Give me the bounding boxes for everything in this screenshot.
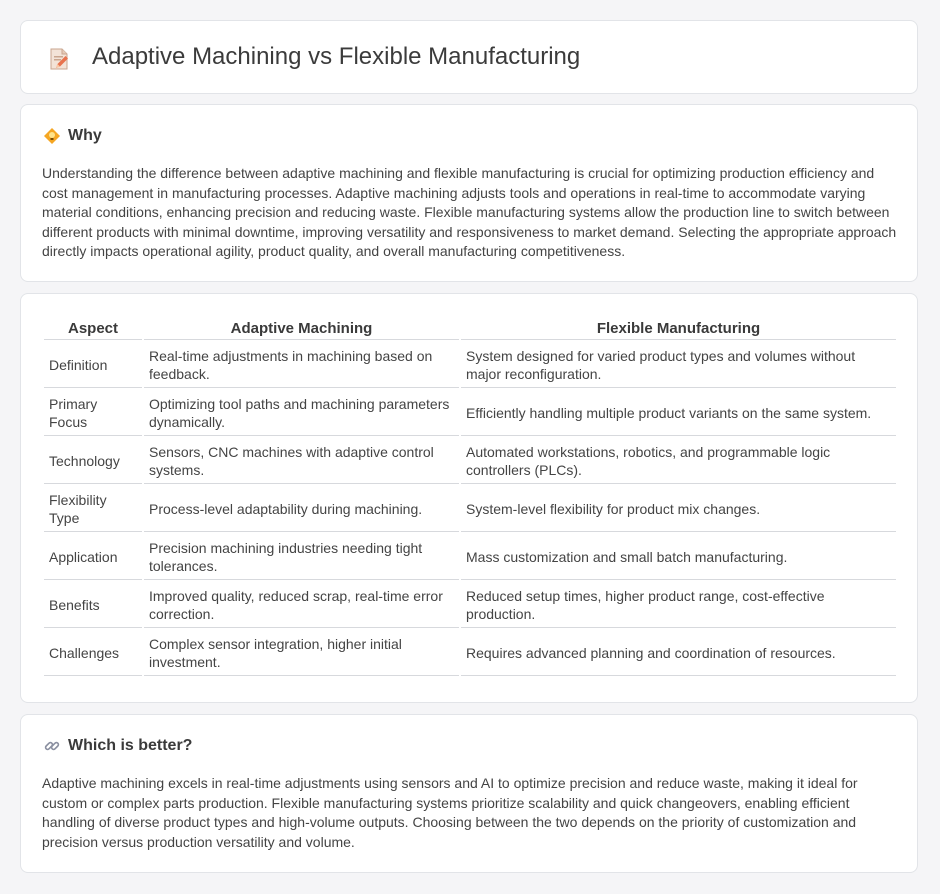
row-adaptive: Real-time adjustments in machining based on feedback. — [144, 342, 459, 388]
header-adaptive-machining: Adaptive Machining — [144, 318, 459, 340]
row-aspect: Definition — [44, 342, 142, 388]
row-adaptive: Process-level adaptability during machining. — [144, 486, 459, 532]
header-flexible-manufacturing: Flexible Manufacturing — [461, 318, 896, 340]
row-aspect: Benefits — [44, 582, 142, 628]
row-aspect: Application — [44, 534, 142, 580]
row-adaptive: Optimizing tool paths and machining parameters dynamically. — [144, 390, 459, 436]
row-aspect: Flexibility Type — [44, 486, 142, 532]
table-row — [44, 438, 896, 484]
lightbulb-icon — [43, 127, 61, 145]
table-row — [44, 390, 896, 436]
row-adaptive: Complex sensor integration, higher initial investment. — [144, 630, 459, 676]
row-adaptive: Precision machining industries needing tight tolerances. — [144, 534, 459, 580]
better-heading: Which is better? — [68, 737, 193, 754]
row-flexible: Automated workstations, robotics, and programmable logic controllers (PLCs). — [461, 438, 896, 484]
row-flexible: Requires advanced planning and coordination of resources. — [461, 630, 896, 676]
table-row — [44, 486, 896, 532]
page-title: Adaptive Machining vs Flexible Manufacturing — [92, 43, 581, 70]
row-flexible: Reduced setup times, higher product range, cost-effective production. — [461, 582, 896, 628]
why-text: Understanding the difference between adaptive machining and flexible manufacturing is crucial for optimizing production efficiency and cost management in manufacturing processes. Adaptive machining adjusts tools and operations in real-time to accommodate varying material conditions, enhancing precision and reducing waste. Flexible manufacturing systems allow the production line to switch between different products with minimal downtime, improving versatility and responsiveness to market demand. Selecting the appropriate approach directly impacts operational agility, product quality, and overall manufacturing competitiveness. — [42, 165, 897, 260]
why-heading: Why — [68, 127, 102, 144]
row-adaptive: Sensors, CNC machines with adaptive control systems. — [144, 438, 459, 484]
row-flexible: Mass customization and small batch manufacturing. — [461, 534, 896, 580]
table-row — [44, 342, 896, 388]
table-header-row — [44, 318, 896, 340]
why-section — [20, 104, 918, 282]
better-text: Adaptive machining excels in real-time adjustments using sensors and AI to optimize precision and reduce waste, making it ideal for custom or complex parts production. Flexible manufacturing systems prioritize scalability and quick changeovers, enabling efficient handling of diverse product types and high-volume outputs. Choosing between the two depends on the priority of customization and precision versus production versatility and volume. — [42, 775, 858, 850]
row-flexible: Efficiently handling multiple product variants on the same system. — [461, 390, 896, 436]
table-row — [44, 582, 896, 628]
row-flexible: System-level flexibility for product mix changes. — [461, 486, 896, 532]
table-row — [44, 534, 896, 580]
row-aspect: Challenges — [44, 630, 142, 676]
document-edit-icon — [47, 47, 71, 71]
comparison-table-card — [20, 293, 918, 703]
link-icon — [43, 737, 61, 755]
row-adaptive: Improved quality, reduced scrap, real-time error correction. — [144, 582, 459, 628]
which-is-better-section — [20, 714, 918, 873]
row-aspect: Primary Focus — [44, 390, 142, 436]
header-aspect: Aspect — [44, 318, 142, 340]
table-row — [44, 630, 896, 676]
comparison-table — [42, 316, 898, 678]
row-flexible: System designed for varied product types and volumes without major reconfiguration. — [461, 342, 896, 388]
row-aspect: Technology — [44, 438, 142, 484]
header-card — [20, 20, 918, 94]
